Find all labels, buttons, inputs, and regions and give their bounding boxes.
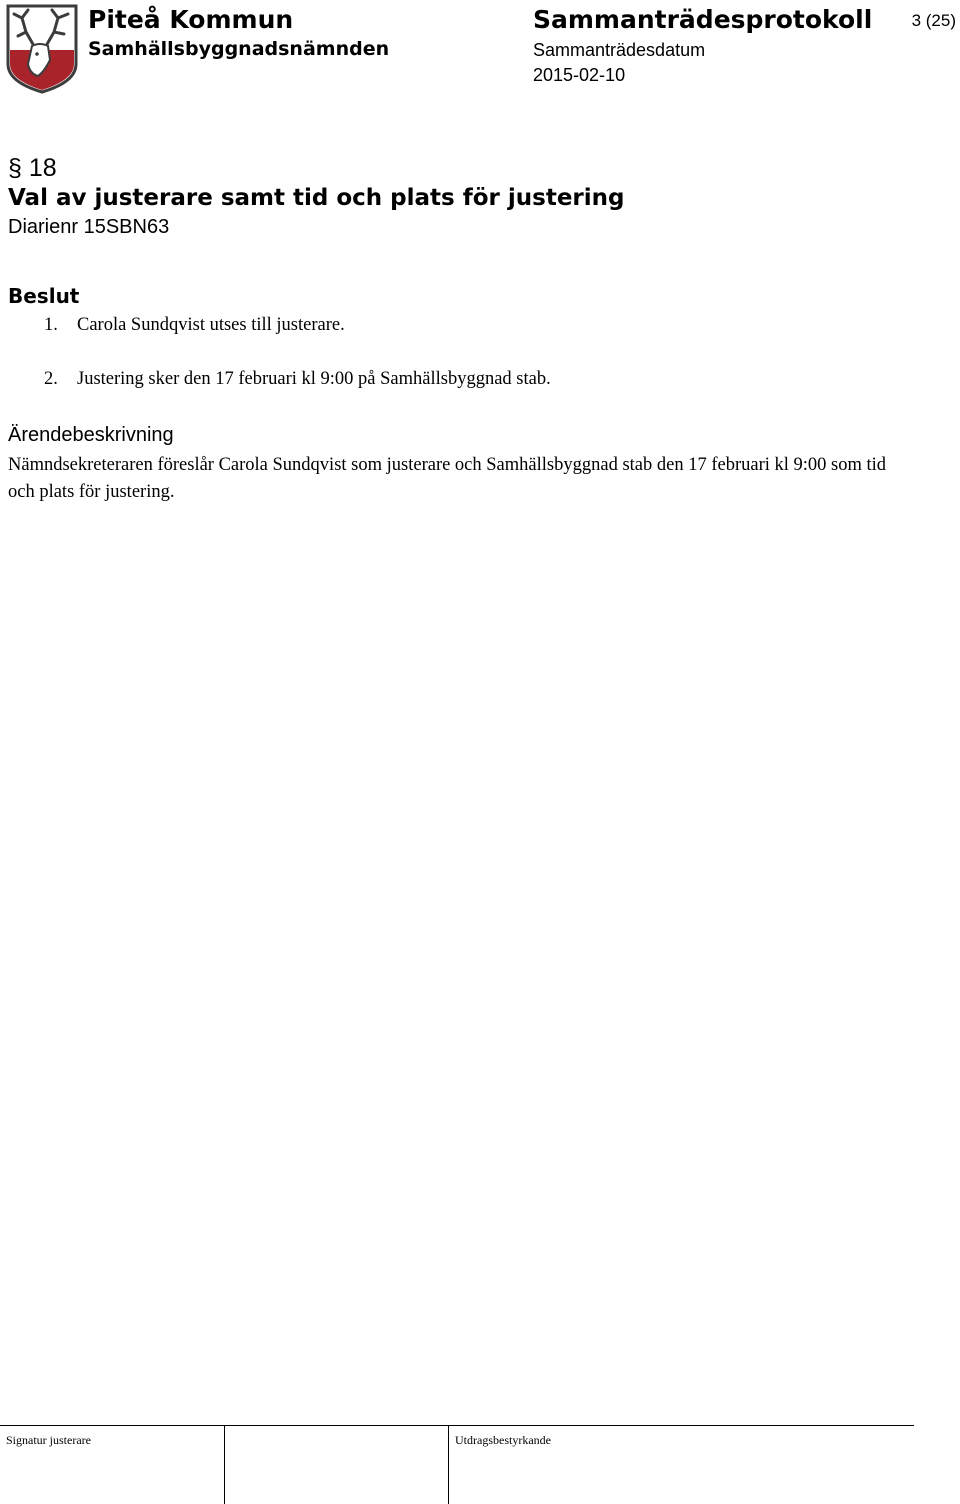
board-name: Samhällsbyggnadsnämnden [88,38,390,60]
signature-label: Signatur justerare [6,1433,91,1447]
certification-cell [448,1426,915,1504]
meeting-date: 2015-02-10 [533,65,626,85]
signature-cell [0,1426,224,1504]
municipal-crest-logo [4,2,80,94]
diarie-number: Diarienr 15SBN63 [8,216,170,238]
signature-footer [0,1425,914,1504]
signature-cell-blank [224,1426,449,1504]
document-type: Sammanträdesprotokoll [533,5,873,34]
section-title: Val av justerare samt tid och plats för justering [8,185,625,211]
page-number: 3 (25) [911,11,956,30]
section-number: § 18 [8,154,57,182]
decision-item-number: 2. [44,369,58,389]
decision-item-text: Justering sker den 17 februari kl 9:00 på Samhällsbyggnad stab. [77,369,551,389]
decision-item [44,313,345,337]
case-description-heading: Ärendebeskrivning [8,424,174,446]
decision-item-text: Carola Sundqvist utses till justerare. [77,315,345,335]
certification-label: Utdragsbestyrkande [455,1433,551,1447]
case-description-text: Nämndsekreteraren föreslår Carola Sundqvist som justerare och Samhällsbyggnad stab den 17 februari kl 9:00 som tid och plats för justering. [8,455,887,502]
decision-heading: Beslut [8,284,80,308]
decision-item-number: 1. [44,315,58,335]
decision-item [44,367,551,391]
meeting-date-label: Sammanträdesdatum [533,40,706,60]
organization-name: Piteå Kommun [88,5,294,34]
